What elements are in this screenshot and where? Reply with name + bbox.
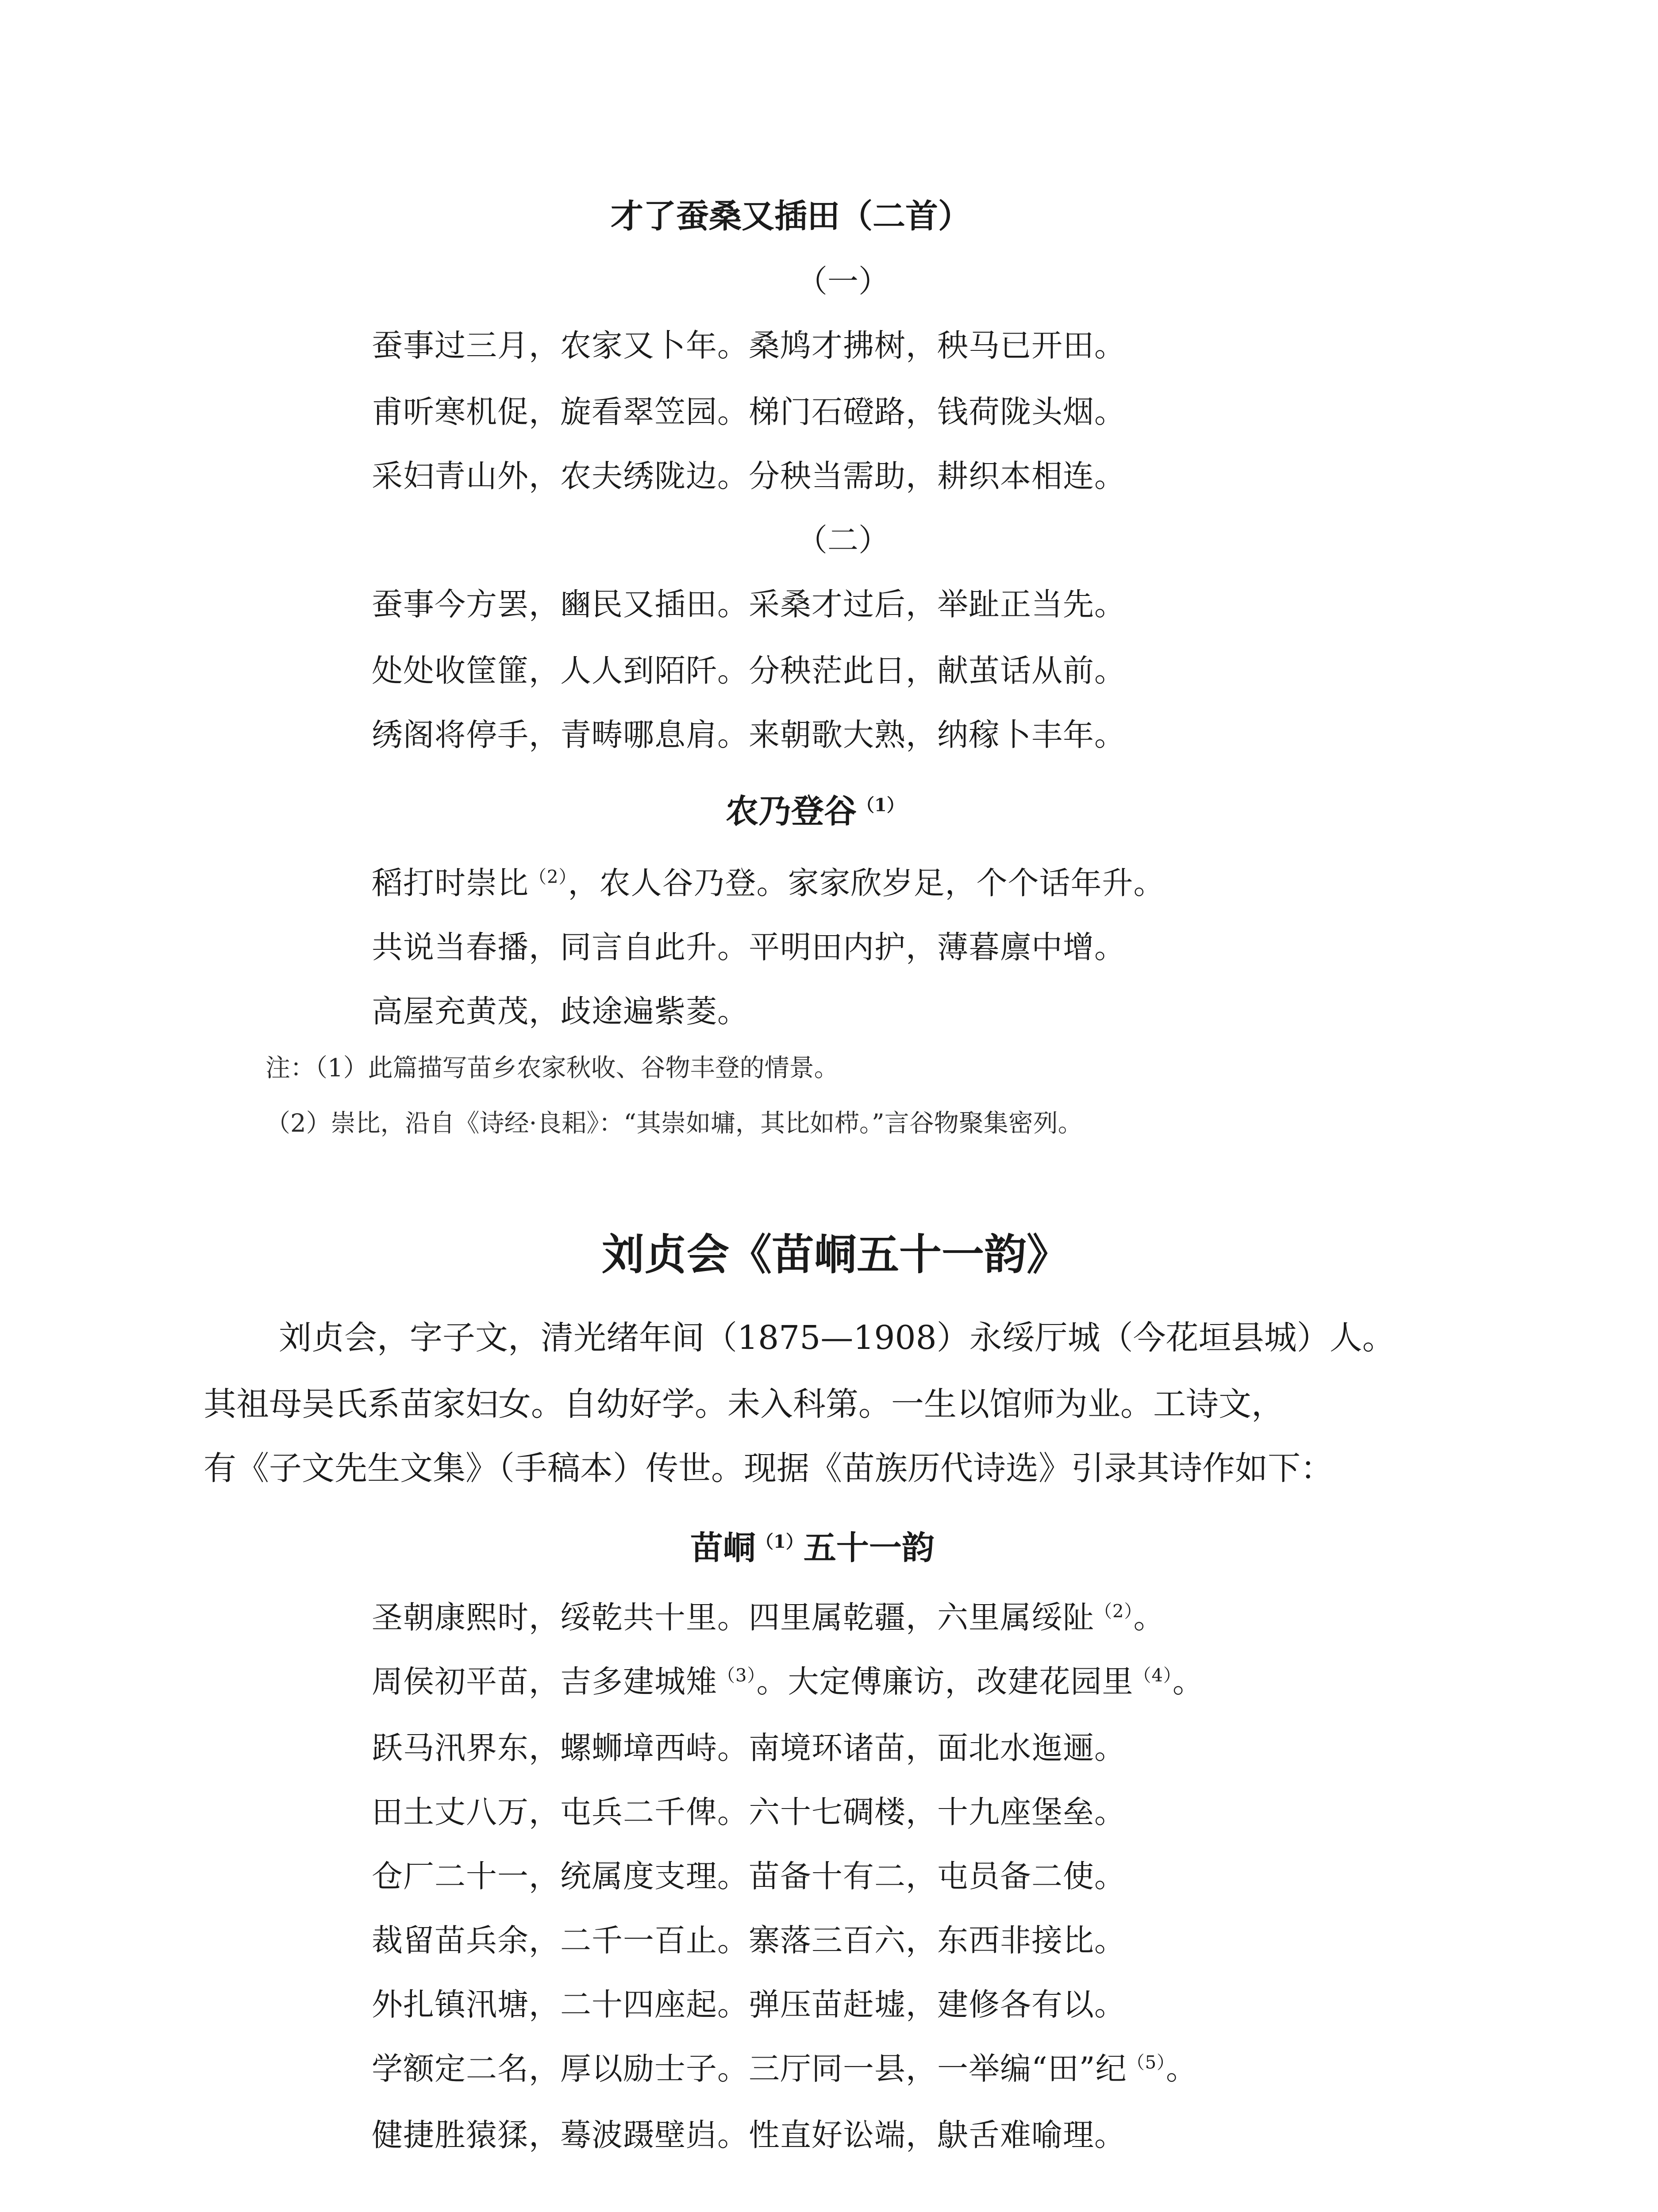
poem3-line xyxy=(372,1657,1204,1701)
poem2-title-text: 农乃登谷 xyxy=(726,792,857,830)
poem3-line: 田土丈八万，屯兵二千俾。六十七碉楼，十九座堡垒。 xyxy=(372,1794,1126,1830)
poem1-line: 蚕事今方罢，豳民又插田。采桑才过后，举趾正当先。 xyxy=(372,586,1126,622)
poem3-line-text: 圣朝康熙时，绥乾共十里。四里属乾疆，六里属绥阯 xyxy=(372,1599,1094,1636)
footnote-marker: （3） xyxy=(717,1665,757,1686)
poem3-line-text: 。 xyxy=(1172,1663,1204,1700)
poem1-part2-label: （二） xyxy=(796,522,889,558)
poem1-line: 绣阁将停手，青畴哪息肩。来朝歌大熟，纳稼卜丰年。 xyxy=(372,717,1126,753)
poem2-line xyxy=(372,858,1165,903)
poem3-line-text: 学额定二名，厚以励士子。三厅同一县，一举编“田”纪 xyxy=(372,2051,1127,2087)
paragraph-line: 有《子文先生文集》（手稿本）传世。现据《苗族历代诗选》引录其诗作如下： xyxy=(204,1449,1333,1487)
paragraph-line: 其祖母吴氏系苗家妇女。自幼好学。未入科第。一生以馆师为业。工诗文， xyxy=(204,1385,1284,1423)
footnote: 注：（1）此篇描写苗乡农家秋收、谷物丰登的情景。 xyxy=(265,1054,839,1083)
poem3-line: 外扎镇汛塘，二十四座起。弹压苗赶墟，建修各有以。 xyxy=(372,1986,1126,2023)
footnote-marker: （2） xyxy=(529,867,568,887)
footnote-marker: （1） xyxy=(857,795,904,816)
footnote: （2）崇比，沿自《诗经·良耜》：“其崇如墉，其比如栉。”言谷物聚集密列。 xyxy=(265,1109,1083,1138)
poem3-line-text: 周侯初平苗，吉多建城雉 xyxy=(372,1663,717,1700)
poem3-line xyxy=(372,2044,1197,2089)
poem3-title-b: 五十一韵 xyxy=(803,1529,935,1567)
poem1-line: 甫听寒机促，旋看翠笠园。梯门石磴路，钱荷陇头烟。 xyxy=(372,394,1126,430)
poem1-part1-label: （一） xyxy=(796,263,889,300)
poem2-line: 高屋充黄茂，歧途遍紫菱。 xyxy=(372,993,749,1029)
poem1-line: 采妇青山外，农夫绣陇边。分秧当需助，耕织本相连。 xyxy=(372,458,1126,494)
poem3-line-text: 。大定傅廉访，改建花园里 xyxy=(756,1663,1134,1700)
poem3-line: 仓厂二十一，统属度支理。苗备十有二，屯员备二使。 xyxy=(372,1858,1126,1894)
poem3-title-a: 苗峒 xyxy=(690,1529,756,1567)
footnote-marker: （1） xyxy=(756,1531,804,1552)
footnote-marker: （5） xyxy=(1127,2052,1166,2073)
section-heading: 刘贞会《苗峒五十一韵》 xyxy=(602,1229,1069,1279)
poem3-line: 跃马汛界东，螺蛳墇西峙。南境环诸苗，面北水迤逦。 xyxy=(372,1730,1126,1766)
footnote-marker: （2） xyxy=(1094,1601,1134,1622)
poem2-line1-part-b: ，农人谷乃登。家家欣岁足，个个话年升。 xyxy=(568,865,1165,901)
poem3-line: 裁留苗兵余，二千一百止。寨落三百六，东西非接比。 xyxy=(372,1922,1126,1959)
poem1-title: 才了蚕桑又插田（二首） xyxy=(611,197,971,235)
poem2-line1-part-a: 稻打时崇比 xyxy=(372,865,529,901)
paragraph-line: 刘贞会，字子文，清光绪年间（1875—1908）永绥厅城（今花垣县城）人。 xyxy=(279,1319,1395,1357)
poem2-line: 共说当春播，同言自此升。平明田内护，薄暮廪中增。 xyxy=(372,929,1126,965)
poem1-line: 蚕事过三月，农家又卜年。桑鸠才拂树，秧马已开田。 xyxy=(372,327,1126,364)
poem3-line-text: 。 xyxy=(1133,1599,1165,1636)
poem3-line: 健捷胜猿猱，蓦波蹑壁岿。性直好讼端，鴃舌难喻理。 xyxy=(372,2117,1126,2153)
poem3-line xyxy=(372,1593,1165,1637)
poem1-line: 处处收筐篚，人人到陌阡。分秧茫此日，献茧话从前。 xyxy=(372,653,1126,689)
poem3-title xyxy=(690,1522,935,1569)
poem2-title xyxy=(726,785,904,832)
poem3-line-text: 。 xyxy=(1166,2051,1198,2087)
footnote-marker: （4） xyxy=(1133,1665,1173,1686)
